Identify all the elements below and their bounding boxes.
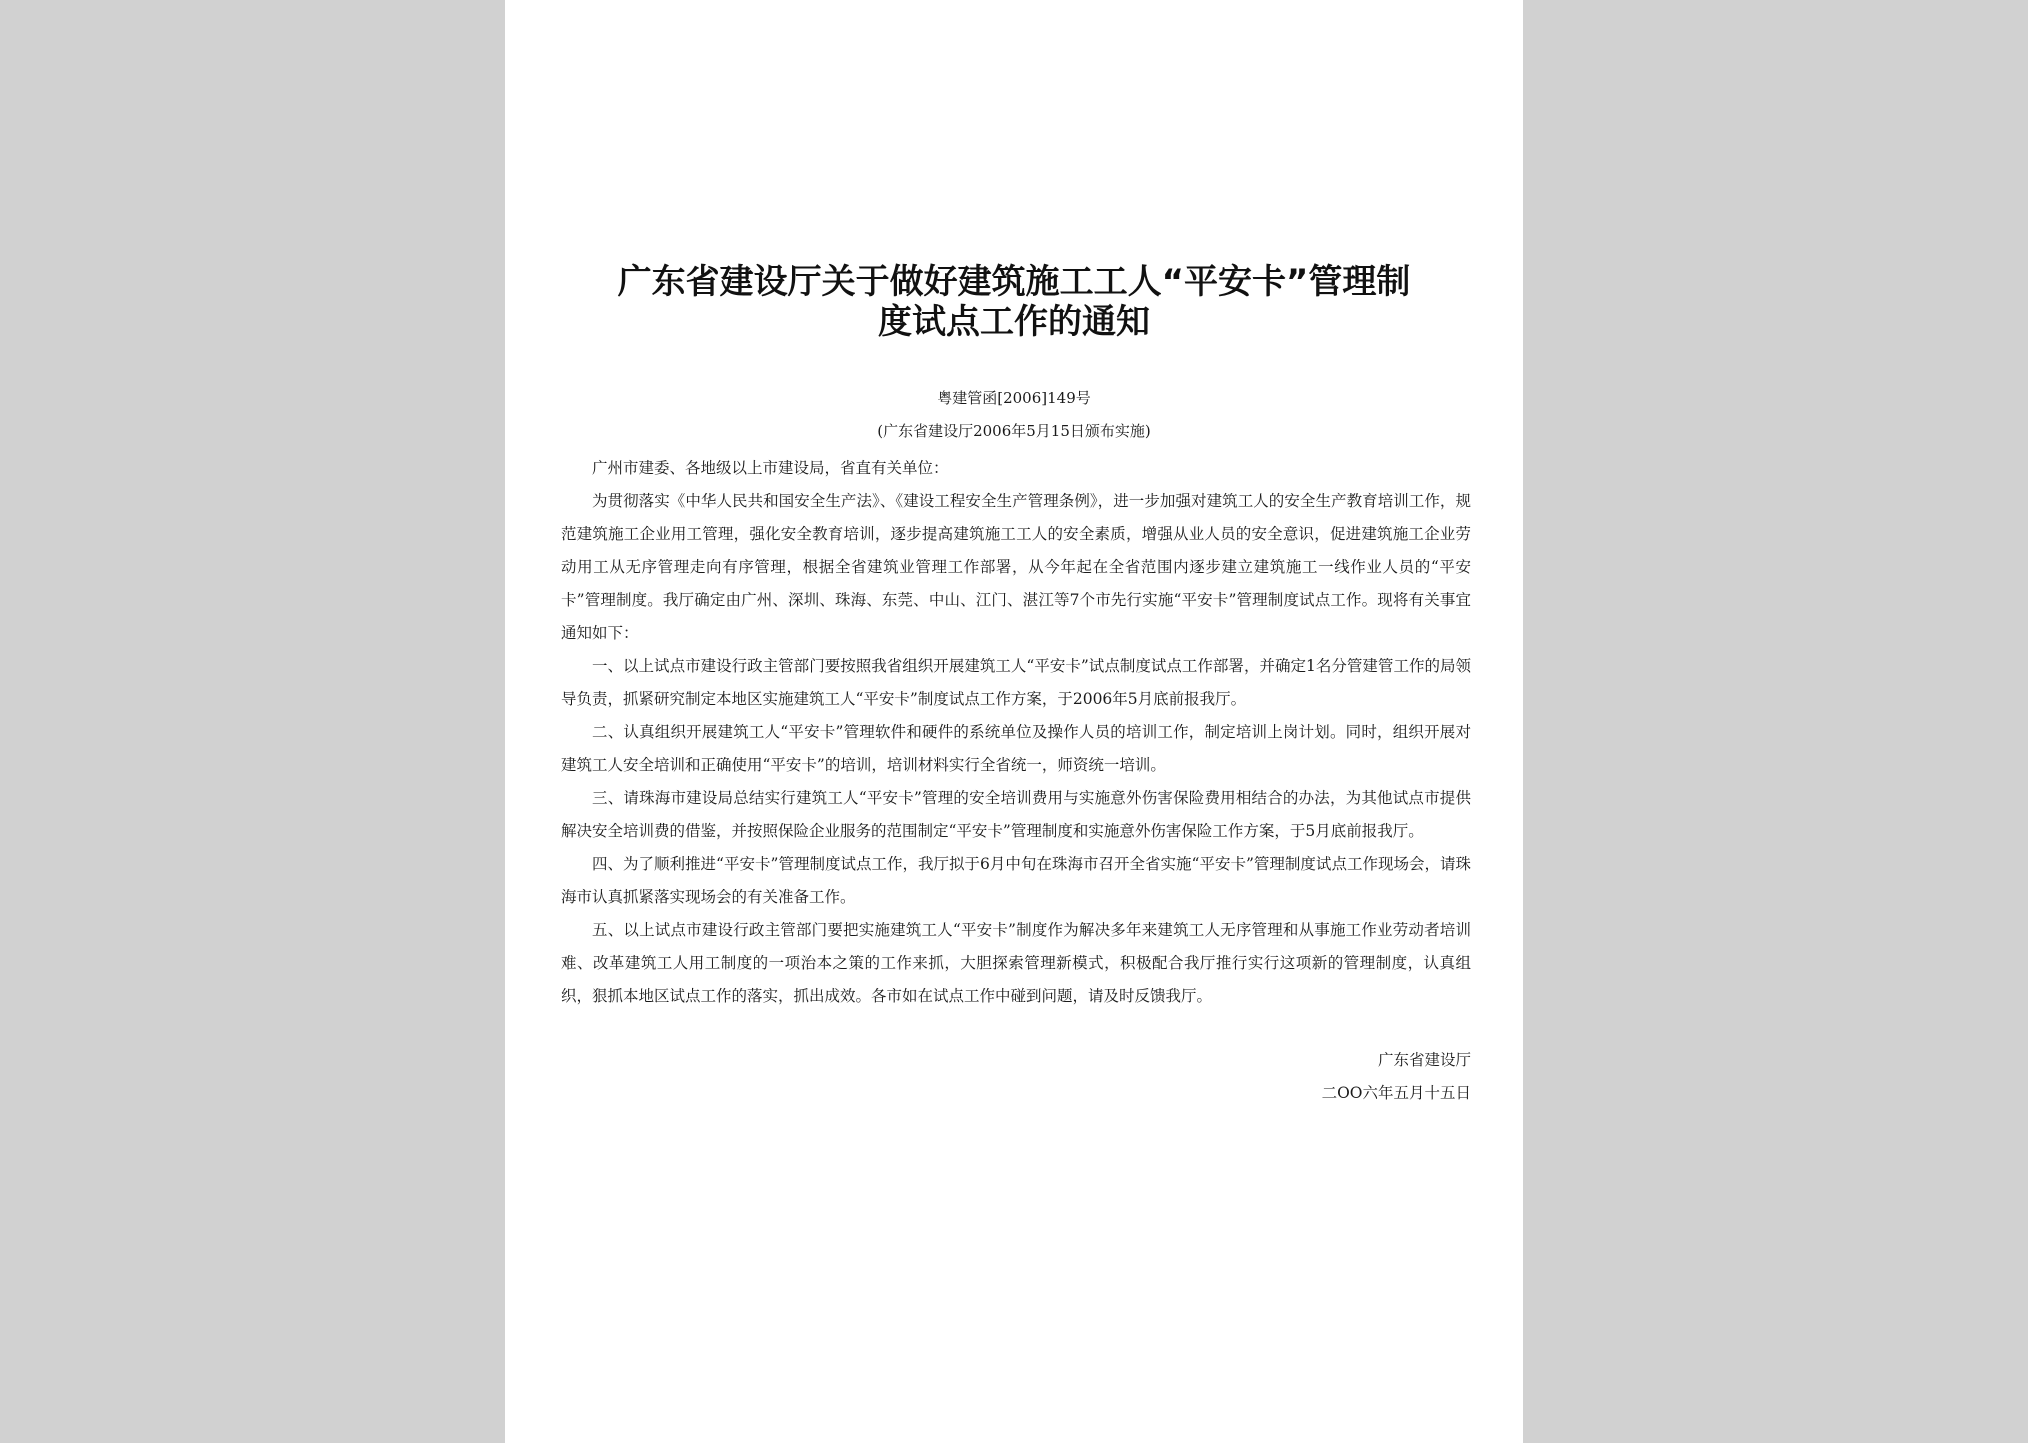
document-page — [505, 0, 1523, 1443]
signatory: 广东省建设厅 — [1377, 1051, 1471, 1069]
document-number: 粤建管函[2006]149号 — [937, 389, 1091, 407]
title-line-2: 度试点工作的通知 — [878, 302, 1150, 342]
signature-block — [1322, 1044, 1471, 1110]
paragraph-item-2: 二、认真组织开展建筑工人“平安卡”管理软件和硬件的系统单位及操作人员的培训工作，制定培训上岗计划。同时，组织开展对建筑工人安全培训和正确使用“平安卡”的培训，培训材料实行全省统一，师资统一培训。 — [561, 723, 1471, 774]
paragraph-item-5: 五、以上试点市建设行政主管部门要把实施建筑工人“平安卡”制度作为解决多年来建筑工人无序管理和从事施工作业劳动者培训难、改革建筑工人用工制度的一项治本之策的工作来抓，大胆探索管理新模式，积极配合我厅推行实行这项新的管理制度，认真组织，狠抓本地区试点工作的落实，抓出成效。各市如在试点工作中碰到问题，请及时反馈我厅。 — [561, 921, 1471, 1005]
document-date: 二OO六年五月十五日 — [1321, 1084, 1471, 1102]
paragraph-item-3: 三、请珠海市建设局总结实行建筑工人“平安卡”管理的安全培训费用与实施意外伤害保险费用相结合的办法，为其他试点市提供解决安全培训费的借鉴，并按照保险企业服务的范围制定“平安卡”管理制度和实施意外伤害保险工作方案，于5月底前报我厅。 — [561, 789, 1471, 840]
title-line-1: 广东省建设厅关于做好建筑施工工人“平安卡”管理制 — [617, 262, 1411, 302]
paragraph-item-4: 四、为了顺利推进“平安卡”管理制度试点工作，我厅拟于6月中旬在珠海市召开全省实施“平安卡”管理制度试点工作现场会，请珠海市认真抓紧落实现场会的有关准备工作。 — [561, 855, 1471, 906]
salutation: 广州市建委、各地级以上市建设局，省直有关单位： — [592, 459, 949, 477]
issued-note: (广东省建设厅2006年5月15日颁布实施) — [877, 422, 1151, 440]
document-title — [545, 262, 1483, 342]
paragraph-item-1: 一、以上试点市建设行政主管部门要按照我省组织开展建筑工人“平安卡”试点制度试点工作部署，并确定1名分管建管工作的局领导负责，抓紧研究制定本地区实施建筑工人“平安卡”制度试点工作方案，于2006年5月底前报我厅。 — [561, 657, 1471, 708]
document-body — [561, 452, 1471, 1013]
paragraph-intro: 为贯彻落实《中华人民共和国安全生产法》、《建设工程安全生产管理条例》，进一步加强对建筑工人的安全生产教育培训工作，规范建筑施工企业用工管理，强化安全教育培训，逐步提高建筑施工工人的安全素质，增强从业人员的安全意识，促进建筑施工企业劳动用工从无序管理走向有序管理，根据全省建筑业管理工作部署，从今年起在全省范围内逐步建立建筑施工一线作业人员的“平安卡”管理制度。我厅确定由广州、深圳、珠海、东莞、中山、江门、湛江等7个市先行实施“平安卡”管理制度试点工作。现将有关事宜通知如下： — [561, 492, 1471, 642]
